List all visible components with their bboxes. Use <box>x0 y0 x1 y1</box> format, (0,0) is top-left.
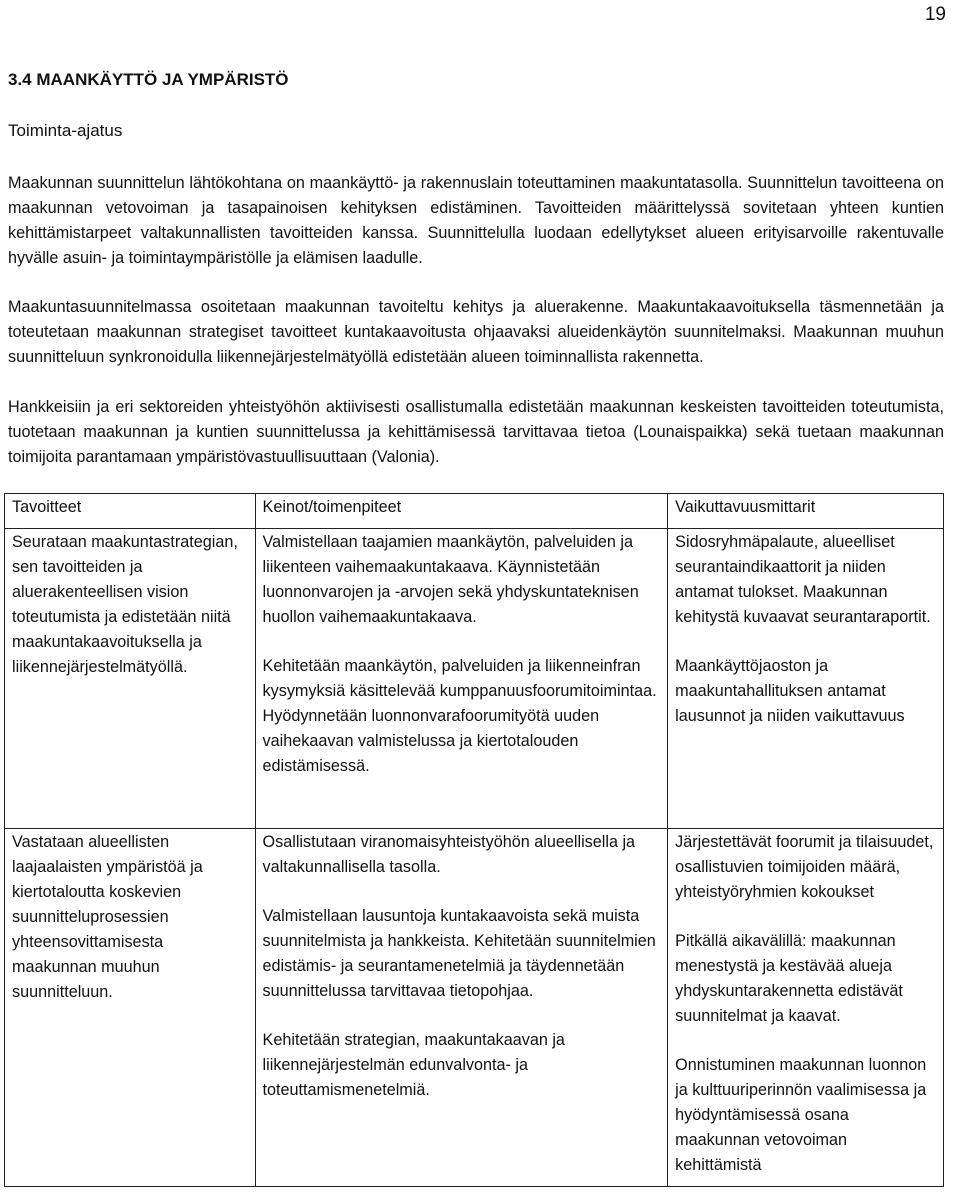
goals-table <box>4 493 944 1187</box>
goal-text: Seurataan maakuntastrategian, sen tavoitteiden ja aluerakenteellisen vision toteutumista ja edistetään niitä maakuntakaavoituksella ja liikennejärjestelmätyöllä. <box>12 533 238 676</box>
paragraph-projects: Hankkeisiin ja eri sektoreiden yhteistyöhön aktiivisesti osallistumalla edistetään maakunnan keskeisten tavoitteiden toteutumista, tuotetaan maakunnan ja kuntien suunnittelussa ja kehittämisessä tarvittavaa tietoa (Lounaispaikka) sekä tuetaan maakunnan toimijoita parantamaan ympäristövastuullisuuttaan (Valonia). <box>8 398 944 466</box>
goal-cell <box>5 829 256 1187</box>
action-text: Kehitetään strategian, maakuntakaavan ja liikennejärjestelmän edunvalvonta- ja toteuttamismenetelmiä. <box>262 1031 565 1099</box>
header-actions: Keinot/toimenpiteet <box>255 494 668 529</box>
actions-cell <box>255 829 668 1187</box>
action-text: Valmistellaan lausuntoja kuntakaavoista sekä muista suunnitelmista ja hankkeista. Kehitetään suunnitelmien edistämis- ja seurantamenetelmiä ja täydennetään suunnittelussa tarvittavaa tietopohjaa. <box>262 907 656 1000</box>
metric-text: Pitkällä aikavälillä: maakunnan menestystä ja kestävää alueja yhdyskuntarakennetta edistävät suunnitelmat ja kaavat. <box>675 932 903 1025</box>
action-text: Valmistellaan taajamien maankäytön, palveluiden ja liikenteen vaihemaakuntakaava. Käynnistetään luonnonvarojen ja -arvojen sekä yhdyskuntateknisen huollon vaihemaakuntakaava. <box>262 533 639 626</box>
action-text: Kehitetään maankäytön, palveluiden ja liikenneinfran kysymyksiä käsittelevää kumppanuusfoorumitoimintaa. Hyödynnetään luonnonvarafoorumityötä uuden vaihekaavan valmistelussa ja kiertotalouden edistämisessä. <box>262 657 657 775</box>
metrics-cell <box>668 829 944 1187</box>
actions-cell <box>255 529 668 829</box>
table-header-row <box>5 494 944 529</box>
goal-cell <box>5 529 256 829</box>
header-goals: Tavoitteet <box>5 494 256 529</box>
paragraph-intro: Maakunnan suunnittelun lähtökohtana on maankäyttö- ja rakennuslain toteuttaminen maakuntatasolla. Suunnittelun tavoitteena on maakunnan vetovoiman ja tasapainoisen kehityksen edistäminen. Tavoitteiden määrittelyssä sovitetaan yhteen kuntien kehittämistarpeet valtakunnallisten tavoitteiden kanssa. Suunnittelulla luodaan edellytykset alueen erityisarvoille rakentuvalle hyvälle asuin- ja toimintaympäristölle ja elämisen laadulle. <box>8 174 944 267</box>
table-row <box>5 829 944 1187</box>
metric-text: Onnistuminen maakunnan luonnon ja kulttuuriperinnön vaalimisessa ja hyödyntämisessä osana maakunnan vetovoiman kehittämistä <box>675 1056 927 1174</box>
page-number: 19 <box>924 4 946 25</box>
metric-text: Järjestettävät foorumit ja tilaisuudet, osallistuvien toimijoiden määrä, yhteistyöryhmien kokoukset <box>675 833 934 901</box>
goal-text: Vastataan alueellisten laajaalaisten ympäristöä ja kiertotaloutta koskevien suunnitteluprosessien yhteensovittamisesta maakunnan muuhun suunnitteluun. <box>12 833 203 1001</box>
header-metrics: Vaikuttavuusmittarit <box>668 494 944 529</box>
section-title: 3.4 MAANKÄYTTÖ JA YMPÄRISTÖ <box>8 70 289 89</box>
metric-text: Sidosryhmäpalaute, alueelliset seurantaindikaattorit ja niiden antamat tulokset. Maakunnan kehitystä kuvaavat seurantaraportit. <box>675 533 931 626</box>
metric-text: Maankäyttöjaoston ja maakuntahallituksen antamat lausunnot ja niiden vaikuttavuus <box>675 657 905 725</box>
paragraph-regional-plan: Maakuntasuunnitelmassa osoitetaan maakunnan tavoiteltu kehitys ja aluerakenne. Maakuntakaavoituksella täsmennetään ja toteutetaan maakunnan strategiset tavoitteet kuntakaavoitusta ohjaavaksi alueidenkäytön suunnitelmaksi. Maakunnan muuhun suunnitteluun synkronoidulla liikennejärjestelmätyöllä edistetään alueen toiminnallista rakennetta. <box>8 298 944 366</box>
table-row <box>5 529 944 829</box>
subtitle: Toiminta-ajatus <box>8 121 123 140</box>
action-text: Osallistutaan viranomaisyhteistyöhön alueellisella ja valtakunnallisella tasolla. <box>262 833 636 876</box>
metrics-cell <box>668 529 944 829</box>
